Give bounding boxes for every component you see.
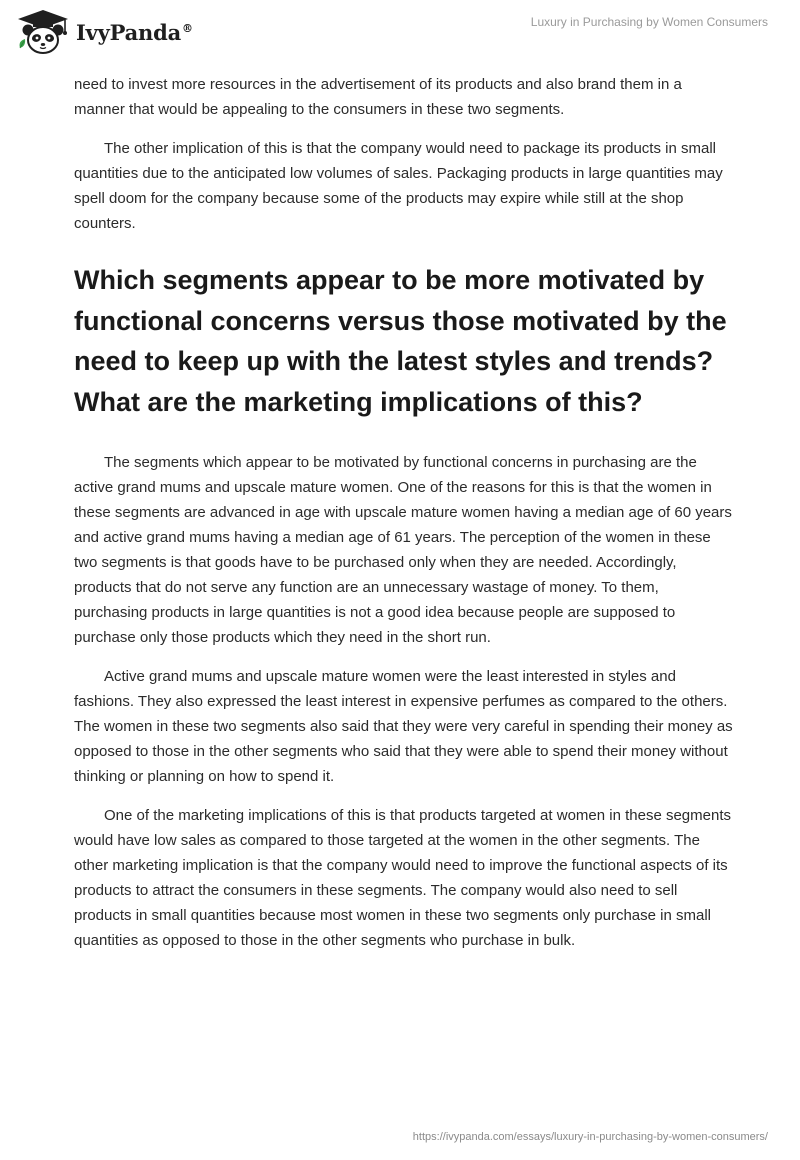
- essay-content: [74, 72, 734, 967]
- paragraph: The segments which appear to be motivated by functional concerns in purchasing are the active grand mums and upscale mature women. One of the reasons for this is that the women in these segments are advanced in age with upscale mature women having a median age of 60 years and active grand mums having a median age of 61 years. The perception of the women in these two segments is that goods have to be purchased only when they are needed. Accordingly, products that do not serve any function are an unnecessary wastage of money. To them, purchasing products in large quantities is not a good idea because people are supposed to purchase only those products which they need in the short run.: [74, 454, 732, 646]
- panda-graduate-icon: [14, 8, 72, 56]
- paragraph: The other implication of this is that the company would need to package its products in small quantities due to the anticipated low volumes of sales. Packaging products in large quantities may spell doom for the company because some of the products may expire while still at the shop counters.: [74, 140, 723, 232]
- paragraph: One of the marketing implications of this is that products targeted at women in these segments would have low sales as compared to those targeted at the women in the other segments. The other marketing implication is that the company would need to improve the functional aspects of its products to attract the consumers in these segments. The company would also need to sell products in small quantities because most women in these two segments only purchase in small quantities as opposed to those in the other segments who purchase in bulk.: [74, 807, 731, 949]
- source-url[interactable]: https://ivypanda.com/essays/luxury-in-purchasing-by-women-consumers/: [412, 1131, 768, 1143]
- paragraph: need to invest more resources in the advertisement of its products and also brand them in a manner that would be appealing to the consumers in these two segments.: [74, 76, 682, 118]
- page-header: [0, 0, 800, 64]
- document-title: Luxury in Purchasing by Women Consumers: [530, 15, 768, 29]
- section-heading: Which segments appear to be more motivated by functional concerns versus those motivated by the need to keep up with the latest styles and trends? What are the marketing implications of this?: [74, 265, 727, 417]
- paragraph: Active grand mums and upscale mature women were the least interested in styles and fashions. They also expressed the least interest in expensive perfumes as compared to the others. The women in these two segments also said that they were very careful in spending their money as opposed to those in the other segments who said that they were able to spend their money without thinking or planning on how to spend it.: [74, 668, 733, 785]
- registered-mark: ®: [182, 21, 193, 35]
- ivypanda-logo[interactable]: [14, 8, 193, 56]
- logo-text: IvyPanda®: [76, 19, 193, 45]
